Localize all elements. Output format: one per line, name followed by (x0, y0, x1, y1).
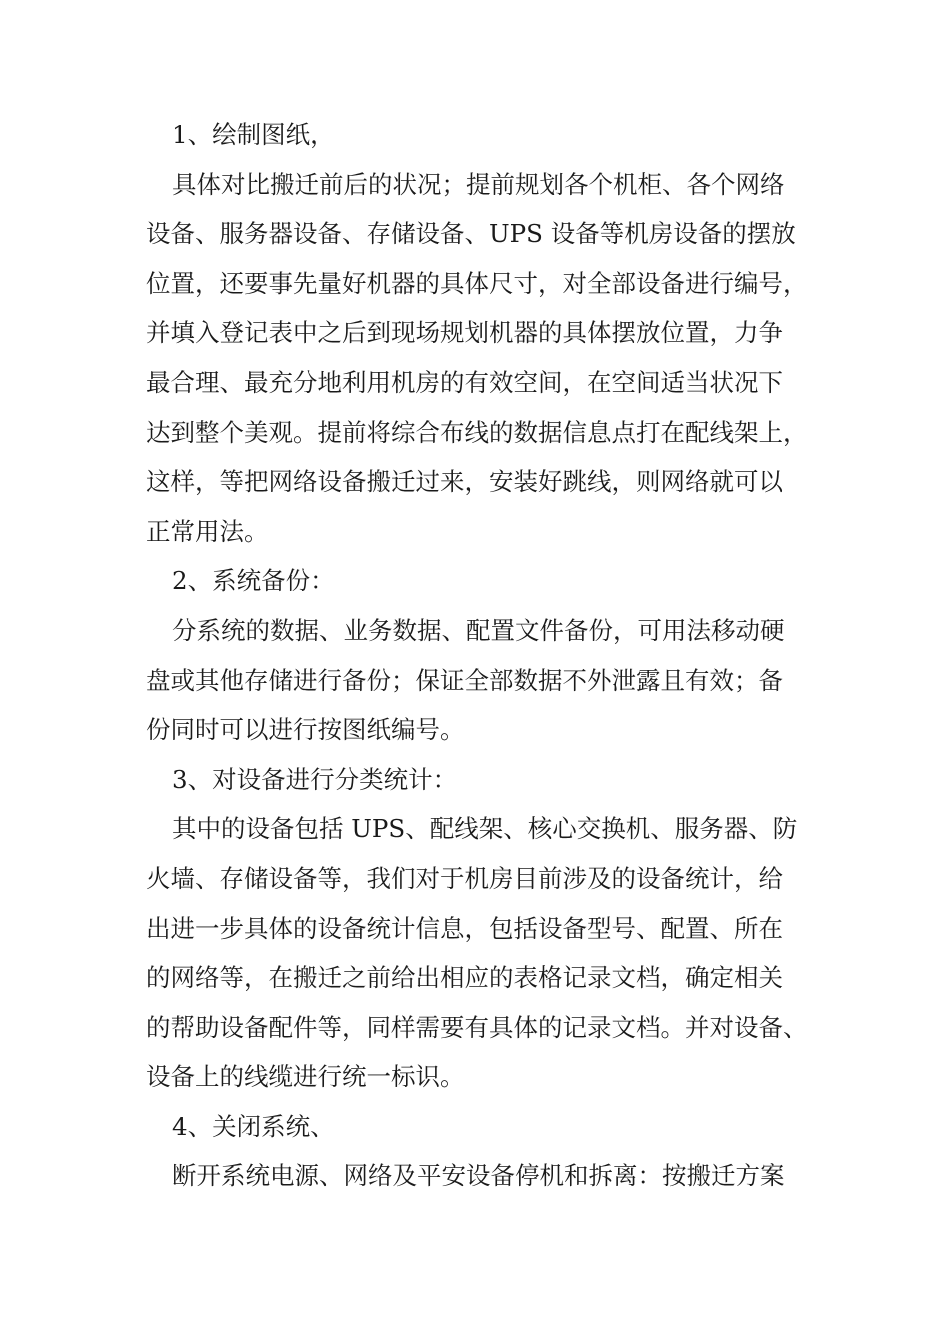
paragraph-line: 位置，还要事先量好机器的具体尺寸，对全部设备进行编号， (146, 268, 808, 298)
paragraph-line: 这样，等把网络设备搬迁过来，安装好跳线，则网络就可以 (146, 467, 783, 497)
paragraph-line: 的网络等，在搬迁之前给出相应的表格记录文档，确定相关 (146, 963, 783, 993)
paragraph-line: 的帮助设备配件等，同样需要有具体的记录文档。并对设备、 (146, 1012, 808, 1042)
heading-shutdown-system: 4、关闭系统、 (172, 1111, 335, 1141)
paragraph-line: 分系统的数据、业务数据、配置文件备份，可用法移动硬 (172, 615, 785, 645)
paragraph-line: 份同时可以进行按图纸编号。 (146, 715, 465, 745)
paragraph-line: 其中的设备包括 UPS、配线架、核心交换机、服务器、防 (172, 814, 798, 844)
paragraph-line: 出进一步具体的设备统计信息，包括设备型号、配置、所在 (146, 913, 783, 943)
heading-drawing: 1、绘制图纸， (172, 120, 335, 149)
heading-device-statistics: 3、对设备进行分类统计： (172, 764, 458, 794)
paragraph-line: 设备、服务器设备、存储设备、UPS 设备等机房设备的摆放 (146, 219, 796, 249)
paragraph-line: 火墙、存储设备等，我们对于机房目前涉及的设备统计，给 (146, 863, 783, 893)
paragraph-line: 具体对比搬迁前后的状况；提前规划各个机柜、各个网络 (172, 169, 785, 199)
paragraph-line: 达到整个美观。提前将综合布线的数据信息点打在配线架上， (146, 417, 808, 447)
document-body (146, 110, 816, 1201)
paragraph-line: 并填入登记表中之后到现场规划机器的具体摆放位置，力争 (146, 318, 783, 348)
paragraph-line: 盘或其他存储进行备份；保证全部数据不外泄露且有效；备 (146, 665, 783, 695)
paragraph-line: 设备上的线缆进行统一标识。 (146, 1062, 465, 1092)
paragraph-line: 最合理、最充分地利用机房的有效空间，在空间适当状况下 (146, 367, 783, 397)
heading-system-backup: 2、系统备份： (172, 566, 335, 596)
paragraph-line: 正常用法。 (146, 516, 269, 546)
paragraph-line: 断开系统电源、网络及平安设备停机和拆离：按搬迁方案 (172, 1161, 785, 1191)
